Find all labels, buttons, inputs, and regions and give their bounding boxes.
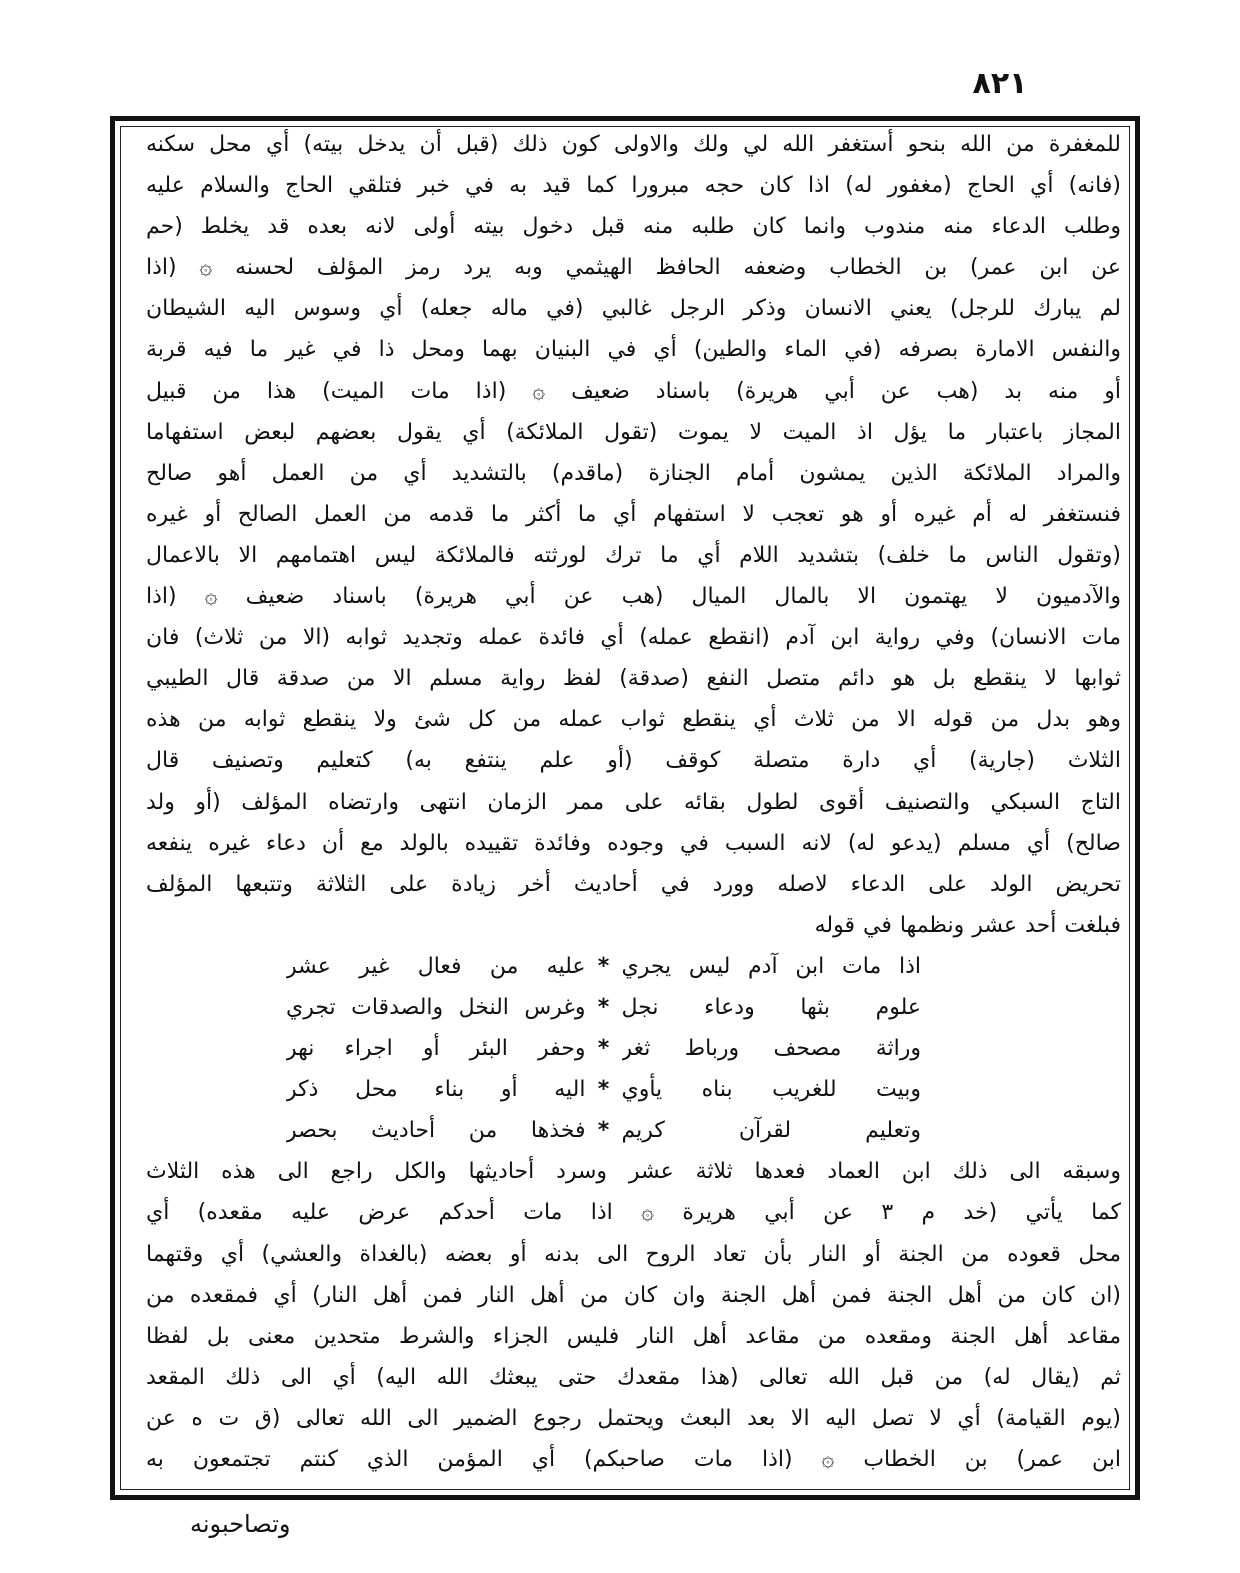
poem-hemistich-second: عليه من فعال غير عشر	[286, 953, 586, 979]
poem-separator: *	[597, 1118, 610, 1144]
body-line: المجاز باعتبار ما يؤل اذ الميت لا يموت (تقول الملائكة) أي يقول بعضهم لبعض استفهاما	[146, 419, 1121, 445]
poem-hemistich-first: اذا مات ابن آدم ليس يجري	[621, 953, 921, 979]
page-body	[146, 124, 1121, 1480]
body-line: وطلب الدعاء منه مندوب وانما كان طلبه منه قبل دخول بيته أولى لانه بعده قد يخلط (حم	[146, 214, 1121, 240]
body-line: والمراد الملائكة الذين يمشون أمام الجنازة (ماقدم) بالتشديد أي من العمل أهو صالح	[146, 460, 1121, 486]
body-line: (فانه) أي الحاج (مغفور له) اذا كان حجه مبرورا كما قيد به في خبر فتلقي الحاج والسلام عليه	[146, 173, 1121, 199]
poem-hemistich-second: وحفر البئر أو اجراء نهر	[286, 1036, 586, 1062]
poem-verse	[286, 1110, 921, 1151]
body-line: مقاعد أهل الجنة ومقعده من مقاعد أهل النار فليس الجزاء والشرط متحدين معنى بل لفظا	[146, 1323, 1121, 1349]
poem-verse	[286, 1028, 921, 1069]
poem-hemistich-second: وغرس النخل والصدقات تجري	[286, 994, 586, 1020]
body-line: التاج السبكي والتصنيف أقوى لطول بقائه على ممر الزمان انتهى وارتضاه المؤلف (أو ولد	[146, 789, 1121, 815]
body-line: وسبقه الى ذلك ابن العماد فعدها ثلاثة عشر وسرد أحاديثها والكل راجع الى هذه الثلاث	[146, 1159, 1121, 1185]
body-line: محل قعوده من الجنة أو النار بأن تعاد الروح الى بدنه أو بعضه (بالغداة والعشي) أي وقتهما	[146, 1241, 1121, 1267]
poem-hemistich-first: علوم بثها ودعاء نجل	[621, 994, 921, 1020]
body-line: أو منه بد (هب عن أبي هريرة) باسناد ضعيف ۞ (اذا مات الميت) هذا من قبيل	[146, 378, 1121, 404]
body-line: مات الانسان) وفي رواية ابن آدم (انقطع عمله) أي فائدة عمله وتجديد ثوابه (الا من ثلاث) فان	[146, 625, 1121, 651]
body-line: تحريض الولد على الدعاء لاصله وورد في أحاديث أخر زيادة على الثلاثة وتتبعها المؤلف	[146, 871, 1121, 897]
body-line: الثلاث (جارية) أي دارة متصلة كوقف (أو علم ينتفع به) كتعليم وتصنيف قال	[146, 748, 1121, 774]
body-line: ابن عمر) بن الخطاب ۞ (اذا مات صاحبكم) أي المؤمن الذي كنتم تجتمعون به	[146, 1447, 1121, 1472]
body-line: (ان كان من أهل الجنة فمن أهل الجنة وان كان من أهل النار فمن أهل النار) أي فمقعده من	[146, 1282, 1121, 1308]
body-line: ثوابها لا ينقطع بل هو دائم متصل النفع (صدقة) لفظ رواية مسلم الا من صدقة قال الطيبي	[146, 666, 1121, 692]
poem-hemistich-second: فخذها من أحاديث بحصر	[286, 1118, 586, 1144]
body-line: عن ابن عمر) بن الخطاب وضعفه الحافظ الهيثمي وبه يرد رمز المؤلف لحسنه ۞ (اذا	[146, 255, 1121, 281]
poem-hemistich-second: اليه أو بناء محل ذكر	[286, 1077, 586, 1103]
body-line: والآدميون لا يهتمون الا بالمال الميال (هب عن أبي هريرة) باسناد ضعيف ۞ (اذا	[146, 584, 1121, 610]
page-number: ٨٢١	[972, 66, 1028, 101]
poem-separator: *	[597, 953, 610, 979]
body-line: (يوم القيامة) أي لا تصل اليه الا بعد البعث ويحتمل رجوع الضمير الى الله تعالى (ق ت ه عن	[146, 1405, 1121, 1431]
body-line: لم يبارك للرجل) يعني الانسان وذكر الرجل غالبي (في ماله جعله) أي وسوس اليه الشيطان	[146, 296, 1121, 322]
body-line: ثم (يقال له) من قبل الله تعالى (هذا مقعدك حتى يبعثك الله اليه) أي الى ذلك المقعد	[146, 1364, 1121, 1390]
poem-verse	[286, 1069, 921, 1110]
body-line: وهو بدل من قوله الا من ثلاث أي ينقطع ثواب عمله من كل شئ ولا ينقطع ثوابه من هذه	[146, 707, 1121, 733]
poem-separator: *	[597, 994, 610, 1020]
body-line: صالح) أي مسلم (يدعو له) لانه السبب في وجوده وفائدة تقييده بالولد مع أن دعاء غيره ينفعه	[146, 830, 1121, 856]
catchword: وتصاحبونه	[190, 1510, 291, 1538]
body-line: والنفس الامارة بصرفه (في الماء والطين) أي في البنيان بهما ومحل ذا في غير ما فيه قربة	[146, 337, 1121, 363]
poem-hemistich-first: وبيت للغريب بناه يأوي	[621, 1077, 921, 1103]
body-line: فبلغت أحد عشر ونظمها في قوله	[814, 912, 1121, 938]
poem-separator: *	[597, 1077, 610, 1103]
poem-hemistich-first: وتعليم لقرآن كريم	[621, 1118, 921, 1144]
body-line: كما يأتي (خد م ٣ عن أبي هريرة ۞ اذا مات أحدكم عرض عليه مقعده) أي	[146, 1200, 1121, 1226]
body-line: فنستغفر له أم غيره أو هو تعجب لا استفهام أي ما أكثر ما قدمه من العمل الصالح أو غيره	[146, 501, 1121, 527]
poem-verse	[286, 946, 921, 987]
body-line: (وتقول الناس ما خلف) بتشديد اللام أي ما ترك لورثته فالملائكة ليس اهتمامهم الا بالاعمال	[146, 542, 1121, 568]
body-line: للمغفرة من الله بنحو أستغفر الله لي ولك والاولى كون ذلك (قبل أن يدخل بيته) أي محل سكنه	[146, 132, 1121, 157]
poem-separator: *	[597, 1036, 610, 1062]
poem-verse	[286, 987, 921, 1028]
poem-hemistich-first: وراثة مصحف ورباط ثغر	[621, 1036, 921, 1062]
